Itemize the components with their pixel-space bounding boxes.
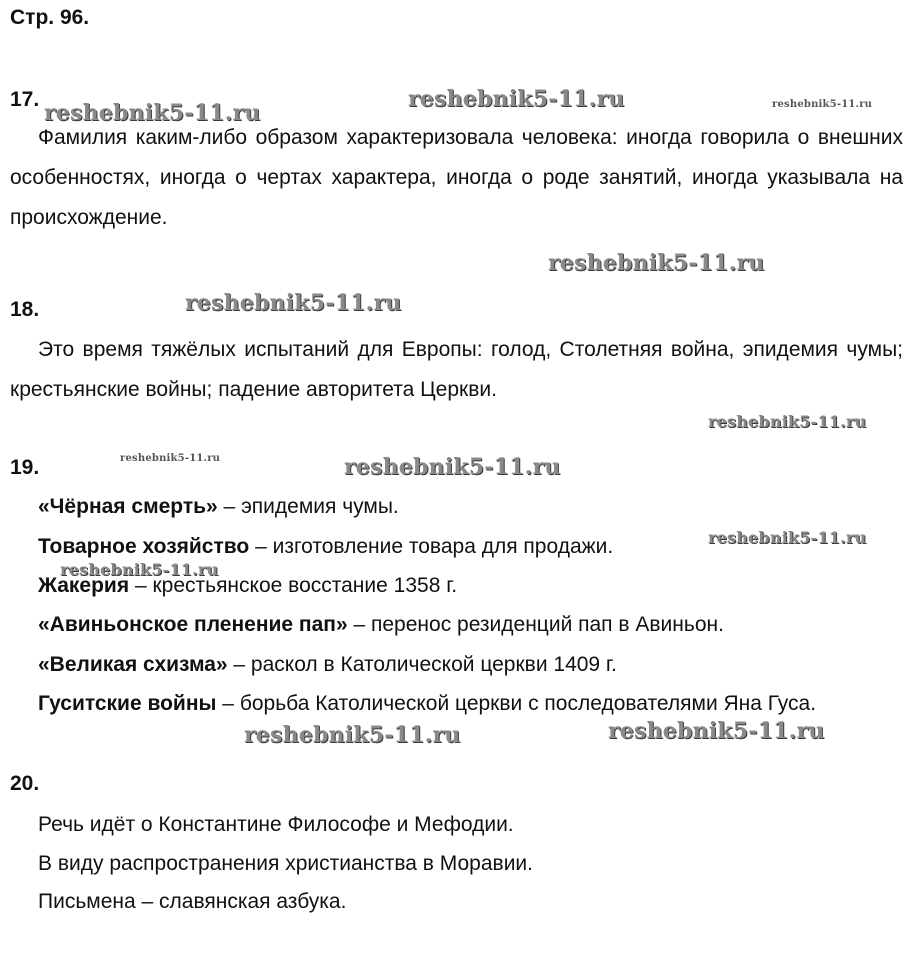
watermark: reshebnik5-11.ru xyxy=(60,560,219,579)
watermark: reshebnik5-11.ru xyxy=(344,454,561,480)
watermark: reshebnik5-11.ru xyxy=(708,528,867,547)
definition-line xyxy=(38,653,617,677)
definition-text: – борьба Католической церкви с последователями Яна Гуса. xyxy=(216,692,817,715)
definition-term: «Чёрная смерть» xyxy=(38,495,218,518)
watermark: reshebnik5-11.ru xyxy=(548,250,765,276)
definition-term: Гуситские войны xyxy=(38,692,217,715)
watermark: reshebnik5-11.ru xyxy=(244,722,461,748)
question-number-17: 17. xyxy=(10,88,40,111)
watermark: reshebnik5-11.ru xyxy=(408,86,625,112)
answer-20-line: В виду распространения христианства в Моравии. xyxy=(38,852,533,875)
definition-term: «Авиньонское пленение пап» xyxy=(38,613,348,636)
definition-text: – эпидемия чумы. xyxy=(217,495,399,518)
definition-term: «Великая схизма» xyxy=(38,653,228,676)
answer-20-line: Речь идёт о Константине Философе и Мефодии. xyxy=(38,813,514,836)
answer-17-text: Фамилия каким-либо образом характеризовала человека: иногда говорила о внешних особенностях, иногда о чертах характера, иногда о роде занятий, иногда указывала на происхождение. xyxy=(10,126,903,229)
definition-term: Товарное хозяйство xyxy=(38,535,250,558)
definition-text: – раскол в Католической церкви 1409 г. xyxy=(227,653,617,676)
answer-18-text: Это время тяжёлых испытаний для Европы: голод, Столетняя война, эпидемия чумы; крестьянские войны; падение авторитета Церкви. xyxy=(10,338,903,401)
question-number-18: 18. xyxy=(10,298,40,321)
answer-20-line: Письмена – славянская азбука. xyxy=(38,890,347,913)
definition-text: – перенос резиденций пап в Авиньон. xyxy=(347,613,724,636)
definition-line xyxy=(38,495,399,519)
definition-line xyxy=(38,535,613,559)
definition-term: Жакерия xyxy=(38,574,130,597)
watermark: reshebnik5-11.ru xyxy=(772,99,873,110)
watermark: reshebnik5-11.ru xyxy=(44,100,261,126)
definition-line xyxy=(38,692,816,716)
question-number-20: 20. xyxy=(10,772,40,795)
definition-text: – крестьянское восстание 1358 г. xyxy=(129,574,458,597)
definition-text: – изготовление товара для продажи. xyxy=(249,535,614,558)
watermark: reshebnik5-11.ru xyxy=(608,718,825,744)
watermark: reshebnik5-11.ru xyxy=(185,290,402,316)
watermark: reshebnik5-11.ru xyxy=(708,412,867,431)
question-number-19: 19. xyxy=(10,456,40,479)
definition-line xyxy=(38,613,724,637)
watermark: reshebnik5-11.ru xyxy=(120,453,221,464)
page-title: Стр. 96. xyxy=(10,6,90,29)
